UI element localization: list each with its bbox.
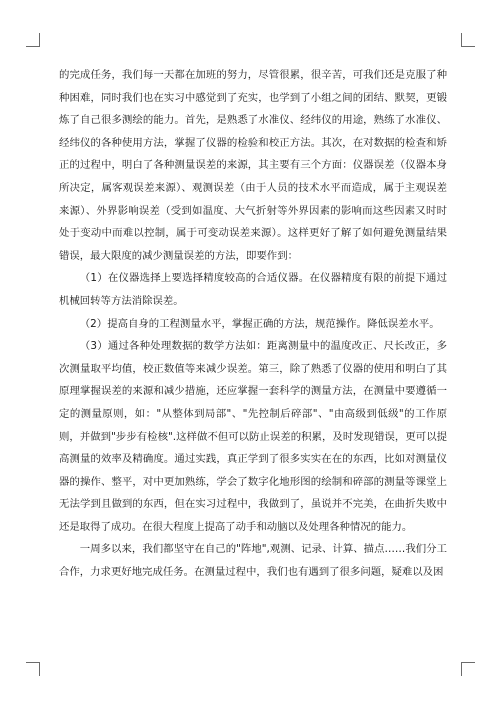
paragraph-4: （3）通过各种处理数据的数学方法如：距离测量中的温度改正、尺长改正，多次测量取平均值，校正数值等来减少误差。第三，除了熟悉了仪器的使用和明白了其原理掌握误差的来源和减少措施，还应掌握一套科学的测量方法，在测量中要遵循一定的测量原则，如："从整体到局部"、"先控制后碎部"、"由高级到低级"的工作原则，并做到"步步有检核".这样做不但可以防止误差的积累，及时发现错误，更可以提高测量的效率及精确度。通过实践，真正学到了很多实实在在的东西，比如对测量仪器的操作、整平，对中更加熟练，学会了数字化地形图的绘制和碎部的测量等课堂上无法学到且做到的东西，但在实习过程中，我做到了，虽说并不完美，在曲折失败中还是取得了成功。在很大程度上提高了动手和动脑以及处理各种情况的能力。 <box>59 340 447 533</box>
paragraph-2: （1）在仪器选择上要选择精度较高的合适仪器。在仪器精度有限的前提下通过机械回转等方法消除误差。 <box>59 272 447 307</box>
crop-mark-top-right <box>461 33 475 47</box>
crop-mark-bottom-right <box>461 662 475 676</box>
document-body <box>59 64 447 584</box>
paragraph-1: 的完成任务，我们每一天都在加班的努力，尽管很累，很辛苦，可我们还是克服了种种困难，同时我们也在实习中感觉到了充实，也学到了小组之间的团结、默契，更锻炼了自己很多测绘的能力。首先，是熟悉了水准仪、经纬仪的用途，熟练了水准仪、经纬仪的各种使用方法，掌握了仪器的检验和校正方法。其次，在对数据的检查和矫正的过程中，明白了各种测量误差的来源，其主要有三个方面：仪器误差（仪器本身所决定，属客观误差来源）、观测误差（由于人员的技术水平而造成，属于主观误差来源）、外界影响误差（受到如温度、大气折射等外界因素的影响而这些因素又时时处于变动中而难以控制，属于可变动误差来源）。这样更好了解了如何避免测量结果错误，最大限度的减少测量误差的方法，即要作到： <box>59 69 447 262</box>
paragraph-3: （2）提高自身的工程测量水平，掌握正确的方法，规范操作。降低误差水平。 <box>79 317 440 330</box>
crop-mark-bottom-left <box>26 662 40 676</box>
crop-mark-top-left <box>26 33 40 47</box>
paragraph-5: 一周多以来，我们都坚守在自己的"阵地",观测、记录、计算、描点……我们分工合作，力求更好地完成任务。在测量过程中，我们也有遇到了很多问题，疑难以及困 <box>59 543 447 579</box>
